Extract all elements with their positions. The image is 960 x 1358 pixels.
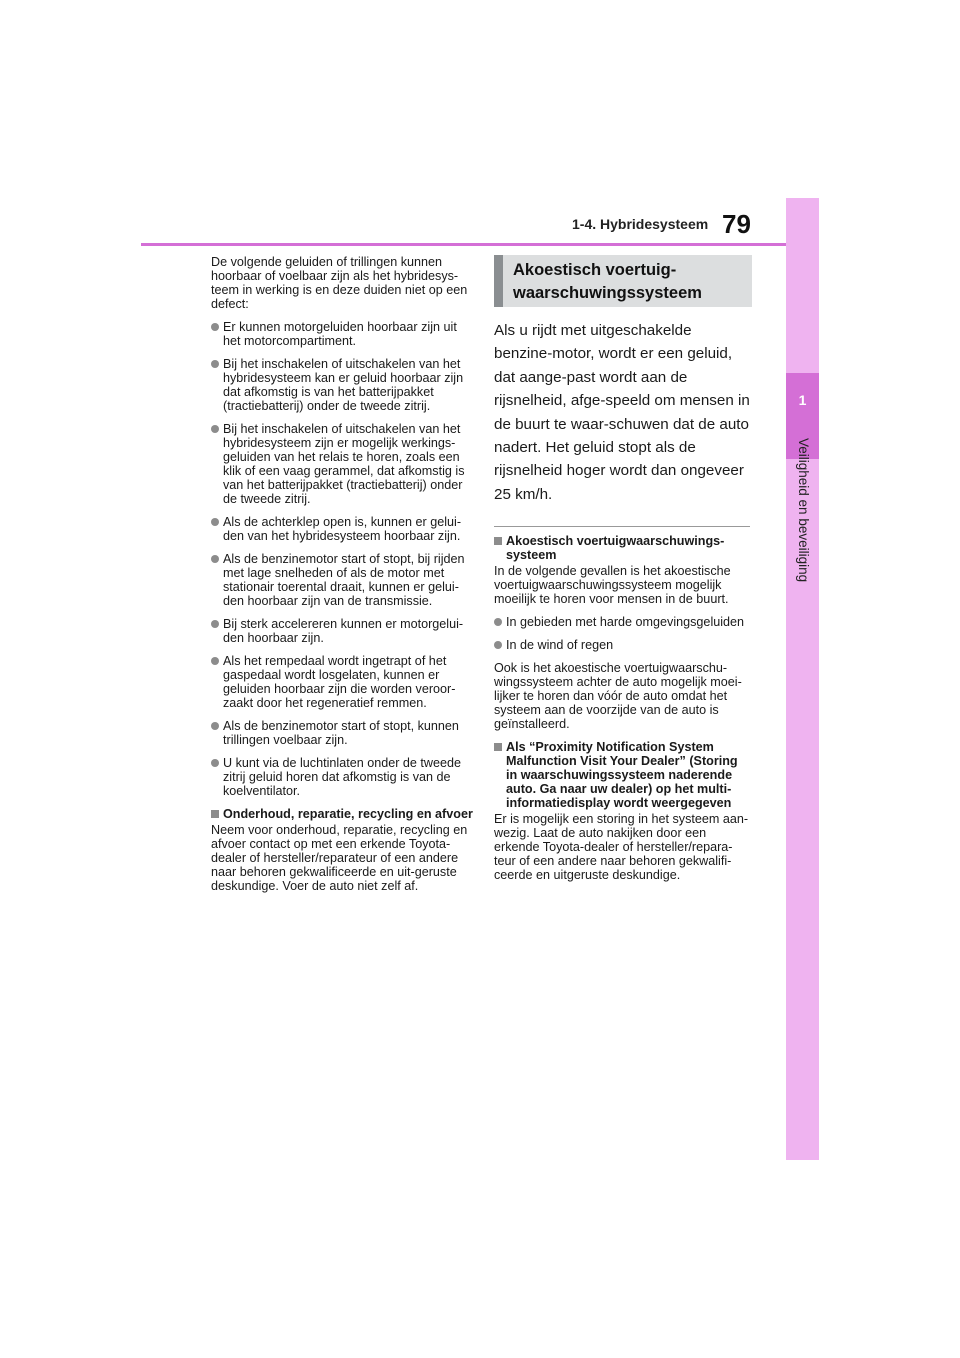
sub2-heading: Als “Proximity Notification System Malfunction Visit Your Dealer” (Storing in waarschuwingssysteem naderende auto. Ga naar uw dealer) op het multi-informatiedisplay wordt weergegeven — [494, 740, 752, 810]
bullet-dot-icon — [211, 657, 219, 665]
left-column — [211, 255, 473, 893]
bullet-dot-icon — [211, 518, 219, 526]
square-bullet-icon — [211, 810, 219, 818]
header-rule — [141, 243, 786, 246]
maintenance-text: Neem voor onderhoud, reparatie, recycling en afvoer contact op met een erkende Toyota-dealer of hersteller/reparateur of een andere naar behoren gekwalificeerde en uit-geruste deskundige. Voer de auto niet zelf af. — [211, 823, 468, 893]
bullet-dot-icon — [211, 722, 219, 730]
section-title-line2: waarschuwingssysteem — [513, 284, 702, 302]
bullet-dot-icon — [211, 620, 219, 628]
bullet-dot-icon — [211, 425, 219, 433]
bullet-dot-icon — [211, 360, 219, 368]
square-bullet-icon — [494, 743, 502, 751]
chapter-number: 1 — [798, 392, 807, 408]
sub1-text-2: Ook is het akoestische voertuigwaarschu-wingssysteem achter de auto mogelijk moei-lijker te horen dan vóór de auto omdat het systeem aan de voorzijde van de auto is geïnstalleerd. — [494, 661, 742, 732]
list-item: In gebieden met harde omgevingsgeluiden — [494, 615, 752, 629]
list-item: Als de benzinemotor start of stopt, kunnen trillingen voelbaar zijn. — [211, 719, 473, 747]
list-item: Als de achterklep open is, kunnen er gelui-den van het hybridesysteem hoorbaar zijn. — [211, 515, 473, 543]
divider — [494, 526, 750, 527]
bullet-dot-icon — [211, 759, 219, 767]
list-item: Er kunnen motorgeluiden hoorbaar zijn uit het motorcompartiment. — [211, 320, 473, 348]
section-header-title: 1-4. Hybridesysteem — [572, 216, 709, 232]
sub1-text: In de volgende gevallen is het akoestische voertuigwaarschuwingssysteem mogelijk moeilijk te horen voor mensen in de buurt. — [494, 564, 731, 607]
chapter-label: Veiligheid en beveiliging — [796, 438, 811, 583]
maintenance-heading: Onderhoud, reparatie, recycling en afvoer — [211, 807, 473, 821]
list-item: Bij het inschakelen of uitschakelen van het hybridesysteem zijn er mogelijk werkings-geluiden van het relais te horen, zoals een klik of een vaag gerammel, dat afkomstig is van het batterijpakket (tractiebatterij) onder de tweede zitrij. — [211, 422, 473, 506]
sub2-text: Er is mogelijk een storing in het systeem aan-wezig. Laat de auto nakijken door een erkende Toyota-dealer of hersteller/repara-teur of een andere naar behoren gekwalifi-ceerde en uitgeruste deskundige. — [494, 812, 749, 883]
bullet-dot-icon — [211, 555, 219, 563]
intro-paragraph: De volgende geluiden of trillingen kunnen hoorbaar of voelbaar zijn als het hybridesys-teem in werking is en deze duiden niet op een defect: — [211, 255, 468, 311]
list-item: U kunt via de luchtinlaten onder de tweede zitrij geluid horen dat afkomstig is van de koelventilator. — [211, 756, 473, 798]
page-number: 79 — [722, 209, 751, 239]
section-intro: Als u rijdt met uitgeschakelde benzine-motor, wordt er een geluid, dat aange-past wordt aan de rijsnelheid, afge-speeld om mensen in de buurt te waar-schuwen dat de auto nadert. Het geluid stopt als de rijsnelheid hoger wordt dan ongeveer 25 km/h. — [494, 322, 750, 503]
chapter-side-tab — [786, 198, 819, 1160]
list-item: Bij sterk accelereren kunnen er motorgelui-den hoorbaar zijn. — [211, 617, 473, 645]
bullet-dot-icon — [211, 323, 219, 331]
right-column — [494, 255, 752, 882]
list-item: Als de benzinemotor start of stopt, bij rijden met lage snelheden of als de motor met stationair toerental draait, kunnen er gelui-den hoorbaar zijn van de transmissie. — [211, 552, 473, 608]
bullet-dot-icon — [494, 641, 502, 649]
list-item: Bij het inschakelen of uitschakelen van het hybridesysteem kan er geluid hoorbaar zijn dat afkomstig is van het batterijpakket (tractiebatterij) onder de tweede zitrij. — [211, 357, 473, 413]
section-title-line1: Akoestisch voertuig- — [513, 261, 677, 279]
square-bullet-icon — [494, 537, 502, 545]
section-title-box — [494, 255, 752, 307]
sub1-heading: Akoestisch voertuigwaarschuwings-systeem — [494, 534, 752, 562]
list-item: In de wind of regen — [494, 638, 752, 652]
list-item: Als het rempedaal wordt ingetrapt of het gaspedaal wordt losgelaten, kunnen er geluiden hoorbaar zijn die worden veroor-zaakt door het regeneratief remmen. — [211, 654, 473, 710]
bullet-dot-icon — [494, 618, 502, 626]
